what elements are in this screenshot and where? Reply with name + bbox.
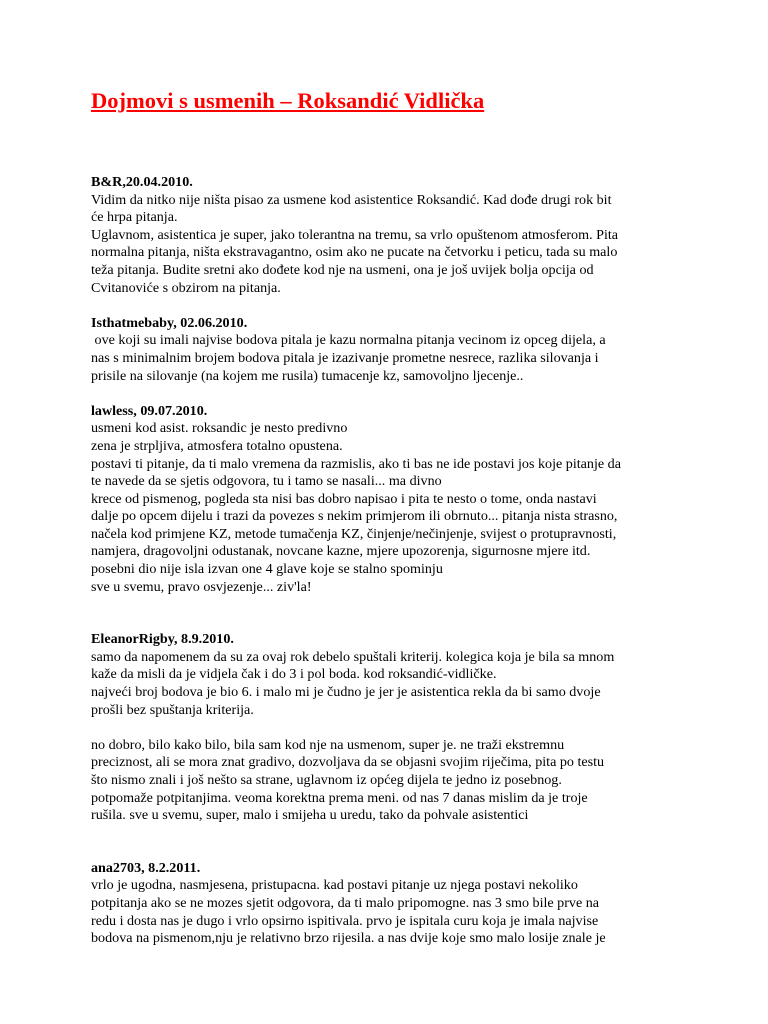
text-line: ove koji su imali najvise bodova pitala je kazu normalna pitanja vecinom iz opceg dijela, a xyxy=(91,332,606,349)
text-line: nas s minimalnim brojem bodova pitala je izazivanje prometne nesrece, razlika silovanja i xyxy=(91,349,599,366)
text-line: zena je strpljiva, atmosfera totalno opustena. xyxy=(91,437,343,454)
text-line: će hrpa pitanja. xyxy=(91,209,178,226)
spacer xyxy=(91,385,681,403)
comment-entry xyxy=(91,860,681,948)
text-line: usmeni kod asist. roksandic je nesto predivno xyxy=(91,420,348,437)
document-title: Dojmovi s usmenih – Roksandić Vidlička xyxy=(91,88,485,113)
spacer xyxy=(91,297,681,315)
text-line: sve u svemu, pravo osvjezenje... ziv'la! xyxy=(91,578,312,595)
text-line: prisile na silovanje (na kojem me rusila) tumacenje kz, samovoljno ljecenje.. xyxy=(91,367,524,384)
text-line: kaže da misli da je vidjela čak i do 3 i pol boda. kod roksandić-vidličke. xyxy=(91,666,497,683)
text-line: normalna pitanja, ništa ekstravagantno, osim ako ne pucate na četvorku i peticu, tada su malo xyxy=(91,244,618,261)
text-line: bodova na pismenom,nju je relativno brzo rijesila. a nas dvije koje smo malo losije znale je xyxy=(91,930,606,947)
text-line: potpomaže potpitanjima. veoma korektna prema meni. od nas 7 danas mislim da je troje xyxy=(91,789,588,806)
spacer xyxy=(91,596,681,631)
comment-entry xyxy=(91,631,681,825)
text-line: najveći broj bodova je bio 6. i malo mi je čudno je jer je asistentica rekla da bi samo dvoje xyxy=(91,684,601,701)
comment-paragraph xyxy=(91,420,681,596)
text-line: prošli bez spuštanja kriterija. xyxy=(91,701,254,718)
comment-author: EleanorRigby, 8.9.2010. xyxy=(91,631,234,648)
text-line: krece od pismenog, pogleda sta nisi bas dobro napisao i pita te nesto o tome, onda nastavi xyxy=(91,490,597,507)
comment-list xyxy=(91,174,681,948)
text-line: dalje po opcem dijelu i trazi da povezes s nekim primjerom ili obrnuto... pitanja nista strasno, xyxy=(91,508,618,525)
comment-entry xyxy=(91,403,681,597)
spacer xyxy=(91,825,681,860)
text-line: što nismo znali i još nešto sa strane, uglavnom iz općeg dijela te jedno iz posebnog. xyxy=(91,772,562,788)
comment-entry xyxy=(91,315,681,385)
comment-author: lawless, 09.07.2010. xyxy=(91,402,208,419)
text-line: no dobro, bilo kako bilo, bila sam kod nje na usmenom, super je. ne traži ekstremnu xyxy=(91,736,565,753)
comment-paragraph xyxy=(91,332,681,385)
comment-entry xyxy=(91,174,681,297)
text-line: rušila. sve u svemu, super, malo i smijeha u uredu, tako da pohvale asistentici xyxy=(91,807,529,824)
comment-paragraph xyxy=(91,649,681,719)
text-line: redu i dosta nas je dugo i vrlo opsirno ispitivala. prvo je ispitala curu koja je imala najvise xyxy=(91,912,599,929)
comment-paragraph xyxy=(91,192,681,298)
text-line: namjera, dragovoljni odustanak, novcane kazne, mjere upozorenja, sigurnosne mjere itd. xyxy=(91,543,591,560)
text-line: postavi ti pitanje, da ti malo vremena da razmislis, ako ti bas ne ide postavi jos koje pitanje da xyxy=(91,455,621,472)
comment-paragraph xyxy=(91,877,681,947)
spacer xyxy=(91,719,681,737)
comment-author: Isthatmebaby, 02.06.2010. xyxy=(91,314,248,331)
text-line: Uglavnom, asistentica je super, jako tolerantna na tremu, sa vrlo opuštenom atmosferom. Pita xyxy=(91,226,619,243)
comment-author: ana2703, 8.2.2011. xyxy=(91,859,201,876)
text-line: vrlo je ugodna, nasmjesena, pristupacna. kad postavi pitanje uz njega postavi nekoliko xyxy=(91,877,578,894)
text-line: te navede da se sjetis odgovora, tu i tamo se nasali... ma divno xyxy=(91,473,442,490)
text-line: potpitanja ako se ne mozes sjetit odgovora, da ti malo pripomogne. nas 3 smo bile prve na xyxy=(91,894,600,911)
comment-paragraph xyxy=(91,737,681,825)
text-line: samo da napomenem da su za ovaj rok debelo spuštali kriterij. kolegica koja je bila sa mnom xyxy=(91,648,615,665)
text-line: preciznost, ali se mora znat gradivo, dozvoljava da se objasni svojim riječima, pita po testu xyxy=(91,754,605,771)
text-line: Cvitanoviće s obzirom na pitanja. xyxy=(91,279,281,296)
text-line: Vidim da nitko nije ništa pisao za usmene kod asistentice Roksandić. Kad dođe drugi rok bit xyxy=(91,191,612,208)
comment-author: B&R,20.04.2010. xyxy=(91,174,193,190)
text-line: teža pitanja. Budite sretni ako dođete kod nje na usmeni, ona je još uvijek bolja opcija od xyxy=(91,261,594,278)
text-line: posebni dio nije isla izvan one 4 glave koje se stalno spominju xyxy=(91,561,443,578)
text-line: načela kod primjene KZ, metode tumačenja KZ, činjenje/nečinjenje, svijest o protupravnosti, xyxy=(91,525,617,542)
